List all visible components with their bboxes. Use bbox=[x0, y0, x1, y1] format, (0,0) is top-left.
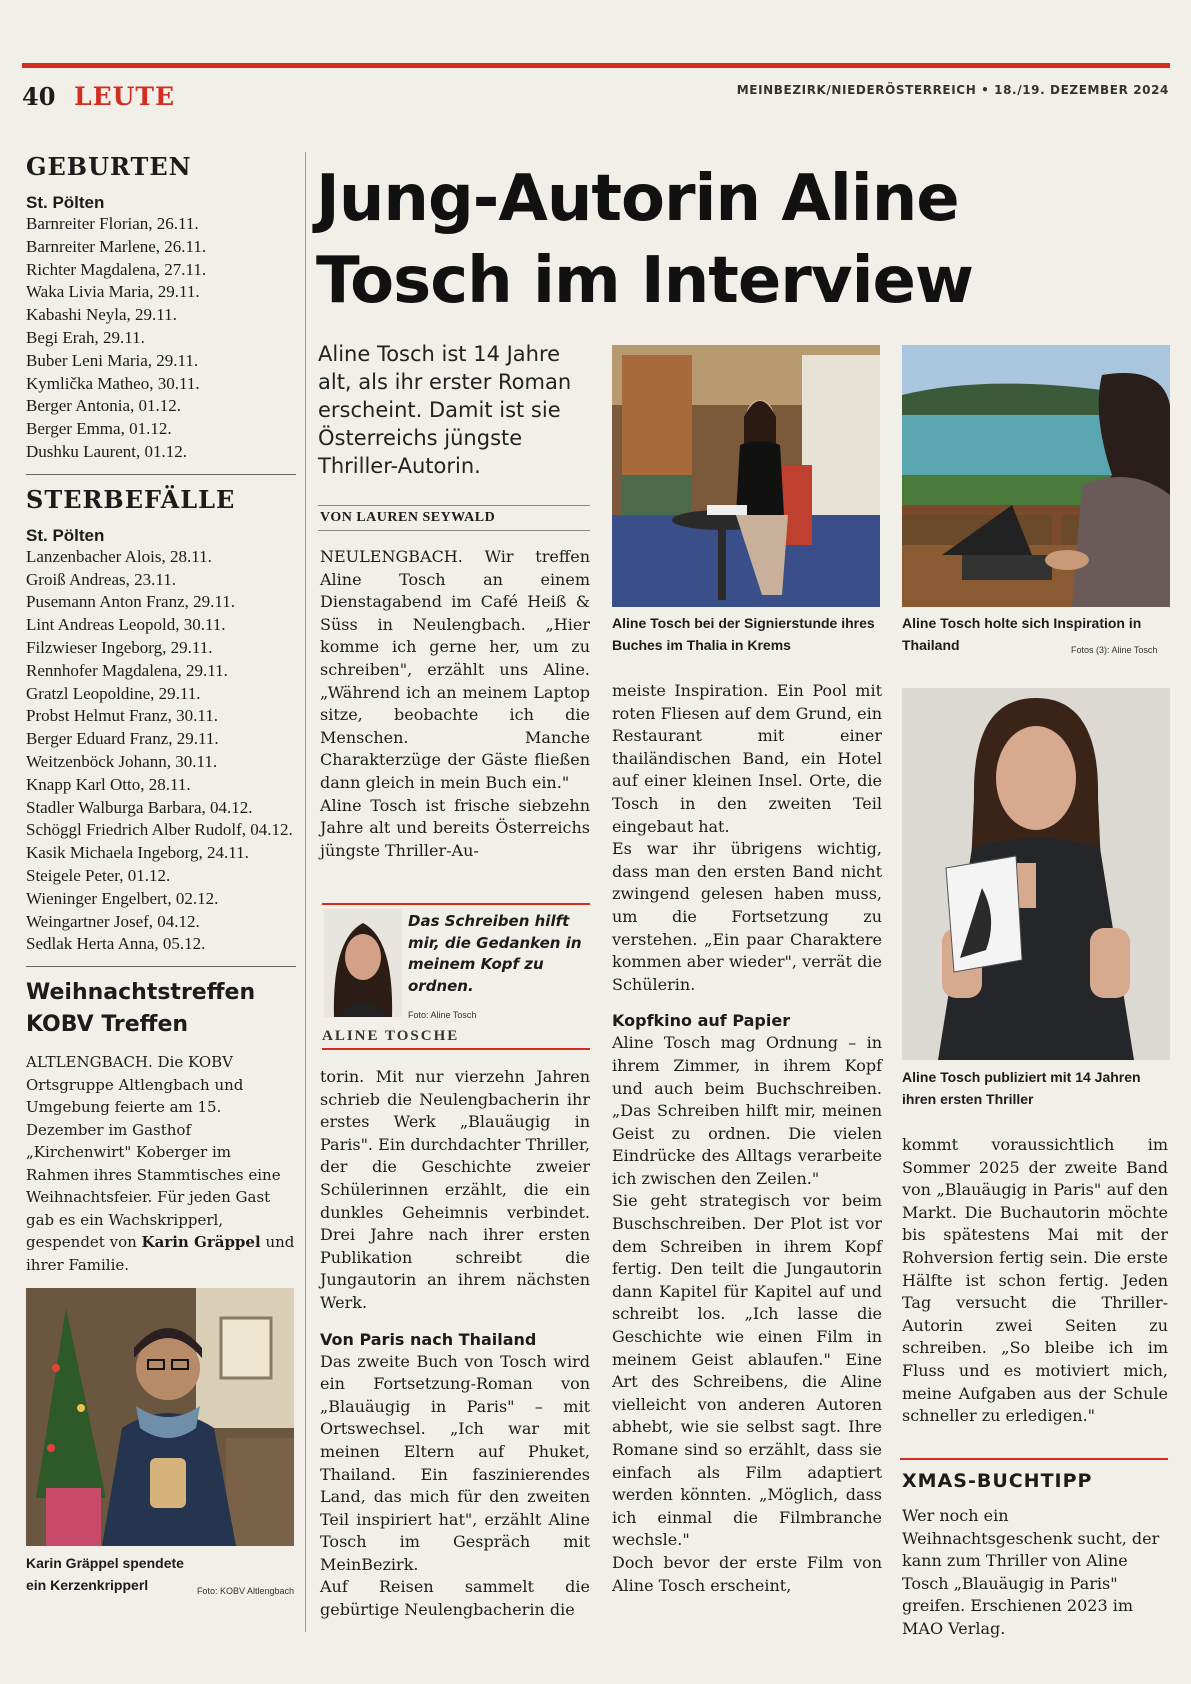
quote-author: ALINE TOSCHE bbox=[322, 1028, 460, 1044]
divider bbox=[26, 474, 296, 475]
list-item: Waka Livia Maria, 29.11. bbox=[26, 282, 200, 302]
list-item: Buber Leni Maria, 29.11. bbox=[26, 350, 199, 370]
xmas-text: Wer noch ein Weihnachtsgeschenk sucht, der kann zum Thriller von Aline Tosch „Blauäugig in Paris" greifen. Erschienen 2023 im MAO Verlag. bbox=[902, 1506, 1160, 1638]
xmas-title: XMAS-BUCHTIPP bbox=[902, 1470, 1093, 1492]
kobv-photo-image bbox=[26, 1288, 294, 1546]
kobv-text-end: und ihrer Familie. bbox=[26, 1233, 295, 1274]
quote-credit: Foto: Aline Tosch bbox=[408, 1010, 477, 1020]
section-title: LEUTE bbox=[74, 82, 176, 111]
headline-line2: Tosch im Interview bbox=[316, 244, 974, 318]
list-item: Lanzenbacher Alois, 28.11. bbox=[26, 546, 212, 566]
xmas-rule bbox=[900, 1458, 1168, 1460]
deaths-city: St. Pölten bbox=[26, 525, 105, 545]
list-item: Barnreiter Florian, 26.11. bbox=[26, 214, 199, 233]
thailand-photo-image bbox=[902, 345, 1170, 607]
list-item: Rennhofer Magdalena, 29.11. bbox=[26, 660, 228, 680]
article-column-2a bbox=[320, 546, 590, 862]
births-list bbox=[26, 213, 296, 464]
list-item: Steigele Peter, 01.12. bbox=[26, 865, 171, 885]
list-item: Gratzl Leopoldine, 29.11. bbox=[26, 683, 201, 703]
thailand-photo bbox=[902, 345, 1170, 607]
list-item: Berger Eduard Franz, 29.11. bbox=[26, 729, 219, 749]
headline-line1: Jung-Autorin Aline bbox=[316, 162, 959, 236]
deaths-title: STERBEFÄLLE bbox=[26, 484, 236, 514]
list-item: Filzwieser Ingeborg, 29.11. bbox=[26, 637, 213, 657]
author-book-photo-image bbox=[902, 688, 1170, 1060]
list-item: Wieninger Engelbert, 02.12. bbox=[26, 888, 219, 908]
kobv-photo bbox=[26, 1288, 294, 1546]
signing-photo bbox=[612, 345, 880, 607]
author-book-caption: Aline Tosch publiziert mit 14 Jahren ihren ersten Thriller bbox=[902, 1069, 1141, 1107]
article-lead: Aline Tosch ist 14 Jahre alt, als ihr erster Roman erscheint. Damit ist sie Österreichs jüngste Thriller-Autorin. bbox=[318, 342, 572, 478]
byline-rule bbox=[318, 505, 590, 506]
page-number: 40 bbox=[22, 82, 56, 111]
paragraph: NEULENGBACH. Wir treffen Aline Tosch an einem Dienstagabend im Café Heiß & Süss in Neulengbach. „Hier komme ich gerne her, um zu schreiben", erzählt uns Aline. „Während ich an meinem Laptop sitze, beobachte ich die Menschen. Manche Charakterzüge der Gäste fließen dann gleich in mein Buch ein." bbox=[320, 547, 590, 792]
byline-rule bbox=[318, 530, 590, 531]
paragraph: Das zweite Buch von Tosch wird ein Fortsetzung-Roman von „Blauäugig in Paris" – mit Ortswechsel. „Ich war mit meinen Eltern auf Phuket, Thailand. Ein faszinierendes Land, das mich für den zweiten Teil inspiriert hat", erzählt Aline Tosch im Gespräch mit MeinBezirk. bbox=[320, 1351, 590, 1574]
paragraph: Aline Tosch ist frische siebzehn Jahre alt und bereits Österreichs jüngste Thriller-Au- bbox=[320, 795, 590, 860]
quote-rule bbox=[322, 903, 590, 905]
paragraph: Auf Reisen sammelt die gebürtige Neulengbacherin die bbox=[320, 1577, 590, 1620]
paragraph: meiste Inspiration. Ein Pool mit roten Fliesen auf dem Grund, ein Restaurant mit einer thailändischen Band, ein Hotel auf einer kleinen Insel. Orte, die Tosch in den zweiten Teil eingebaut hat. bbox=[612, 681, 882, 836]
column-rule bbox=[305, 152, 306, 1632]
list-item: Schöggl Friedrich Alber Rudolf, 04.12. bbox=[26, 820, 293, 840]
paragraph: Es war ihr übrigens wichtig, dass man den ersten Band nicht zwingend gelesen haben muss, um die Fortsetzung zu verstehen. „Ein paar Charaktere kommen aber wieder", verrät die Schülerin. bbox=[612, 839, 882, 994]
list-item: Barnreiter Marlene, 26.11. bbox=[26, 236, 207, 256]
article-headline bbox=[316, 158, 1176, 322]
article-column-2b bbox=[320, 1066, 590, 1622]
list-item: Stadler Walburga Barbara, 04.12. bbox=[26, 797, 253, 817]
signing-photo-image bbox=[612, 345, 880, 607]
list-item: Weitzenböck Johann, 30.11. bbox=[26, 751, 218, 771]
pull-quote bbox=[322, 903, 590, 1019]
list-item: Sedlak Herta Anna, 05.12. bbox=[26, 934, 206, 954]
list-item: Pusemann Anton Franz, 29.11. bbox=[26, 592, 236, 612]
kobv-text-start: ALTLENGBACH. Die KOBV Ortsgruppe Altlengbach und Umgebung feierte am 15. Dezember im Gasthof „Kirchenwirt" Koberger im Rahmen ihres Stammtisches eine Weihnachtsfeier. Für jeden Gast gab es ein Wachskripperl, gespendet von bbox=[26, 1053, 281, 1252]
quote-text: Das Schreiben hilft mir, die Gedanken in meinem Kopf zu ordnen. bbox=[408, 912, 582, 995]
list-item: Kabashi Neyla, 29.11. bbox=[26, 305, 177, 325]
thailand-caption: Aline Tosch holte sich Inspiration in Thailand bbox=[902, 615, 1142, 653]
list-item: Kymlička Matheo, 30.11. bbox=[26, 373, 200, 393]
list-item: Weingartner Josef, 04.12. bbox=[26, 911, 200, 931]
kobv-title-line2: KOBV Treffen bbox=[26, 1012, 189, 1038]
list-item: Knapp Karl Otto, 28.11. bbox=[26, 774, 191, 794]
author-book-photo bbox=[902, 688, 1170, 1060]
subheading-paris-thailand: Von Paris nach Thailand bbox=[320, 1329, 537, 1349]
births-title: GEBURTEN bbox=[26, 152, 192, 181]
masthead: MEINBEZIRK/NIEDERÖSTERREICH • 18./19. DEZEMBER 2024 bbox=[736, 83, 1169, 97]
births-city: St. Pölten bbox=[26, 193, 105, 212]
paragraph: torin. Mit nur vierzehn Jahren schrieb die Neulengbacherin ihr erstes Werk „Blauäugig in Paris". Ein durchdachter Thriller, der die Geschichte zweier Schülerinnen erzählt, die ein dunkles Geheimnis verbindet. Drei Jahre nach ihrer ersten Publikation schreibt die Jungautorin an ihrem nächsten Werk. bbox=[320, 1067, 590, 1312]
paragraph: Aline Tosch mag Ordnung – in ihrem Zimmer, in ihrem Kopf und auch beim Buchschreiben. „Das Schreiben hilft mir, meinen Geist zu ordnen. Die vielen Eindrücke des Alltags verarbeite ich zwischen den Zeilen." bbox=[612, 1033, 882, 1188]
subheading-kopfkino: Kopfkino auf Papier bbox=[612, 1011, 791, 1031]
left-column bbox=[26, 152, 296, 1596]
paragraph: Doch bevor der erste Film von Aline Tosch erscheint, bbox=[612, 1552, 882, 1595]
article-column-4 bbox=[902, 1134, 1168, 1428]
list-item: Dushku Laurent, 01.12. bbox=[26, 441, 188, 461]
byline: VON LAUREN SEYWALD bbox=[320, 510, 496, 525]
list-item: Groiß Andreas, 23.11. bbox=[26, 569, 176, 589]
list-item: Berger Emma, 01.12. bbox=[26, 419, 172, 439]
deaths-list bbox=[26, 546, 296, 956]
kobv-credit: Foto: KOBV Altlengbach bbox=[196, 1586, 294, 1597]
header-rule bbox=[22, 63, 1170, 68]
list-item: Kasik Michaela Ingeborg, 24.11. bbox=[26, 843, 249, 863]
list-item: Berger Antonia, 01.12. bbox=[26, 396, 182, 416]
divider bbox=[26, 966, 296, 967]
photos-credit: Fotos (3): Aline Tosch bbox=[1071, 645, 1158, 655]
kobv-donor-name: Karin Gräppel bbox=[141, 1233, 261, 1252]
kobv-title-line1: Weihnachtstreffen bbox=[26, 980, 256, 1006]
quote-rule-bottom bbox=[322, 1048, 590, 1050]
kobv-caption: Karin Gräppel spendete ein Kerzenkripperl bbox=[26, 1555, 184, 1594]
signing-caption: Aline Tosch bei der Signierstunde ihres Buches im Thalia in Krems bbox=[612, 615, 875, 653]
list-item: Probst Helmut Franz, 30.11. bbox=[26, 706, 219, 726]
kobv-text bbox=[26, 1051, 296, 1276]
list-item: Richter Magdalena, 27.11. bbox=[26, 259, 207, 279]
list-item: Begi Erah, 29.11. bbox=[26, 327, 145, 347]
list-item: Lint Andreas Leopold, 30.11. bbox=[26, 615, 226, 635]
article-column-3 bbox=[612, 680, 882, 1597]
author-portrait bbox=[324, 909, 402, 1017]
kobv-caption-row bbox=[26, 1552, 294, 1596]
paragraph: kommt voraussichtlich im Sommer 2025 der zweite Band von „Blauäugig in Paris" auf den Markt. Die Buchautorin möchte bis spätestens Mai mit der Rohversion fertig sein. Die erste Hälfte ist schon fertig. Jeden Tag versucht die Thriller-Autorin zwei Seiten zu schreiben. „So bleibe ich im Fluss und es motiviert mich, meine Aufgaben aus der Schule schneller zu erledigen." bbox=[902, 1135, 1168, 1426]
paragraph: Sie geht strategisch vor beim Buschschreiben. Der Plot ist vor dem Schreiben in ihrem Kopf fertig. Den teilt die Jungautorin dann Kapitel für Kapitel auf und schreibt los. „Ich lasse die Geschichte wie einen Film in meinem Geist ablaufen." Eine Art des Schreibens, die Aline vielleicht von anderen Autoren abhebt, wie sie selbst sagt. Ihre Romane sind so erzählt, dass sie einfach als Film adaptiert werden könnten. „Möglich, dass ich einmal die Filmbranche wechsle." bbox=[612, 1191, 882, 1550]
